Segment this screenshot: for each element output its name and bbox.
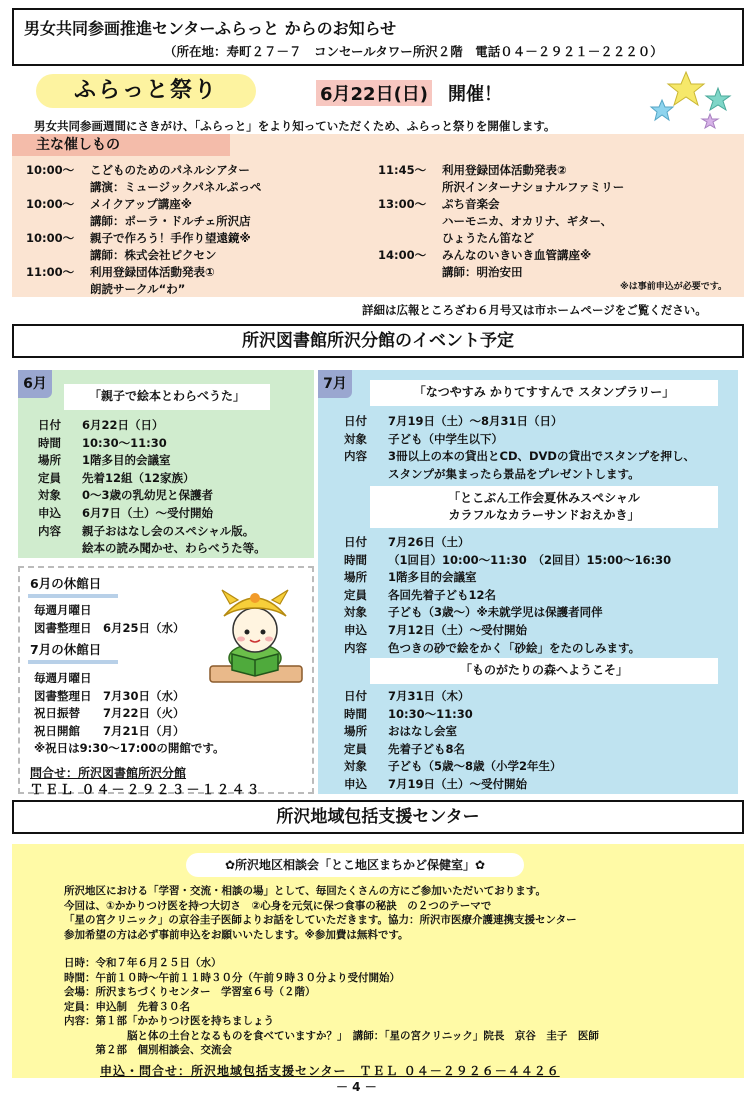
event-host: 講演：ミュージックパネルぷっぺ: [90, 180, 262, 194]
event-time: 10:00～: [26, 163, 75, 177]
header-title: 男女共同参画推進センターふらっと からのお知らせ: [24, 19, 397, 38]
info-row: 内容 親子おはなし会のスペシャル版。: [38, 523, 255, 538]
event-time: 14:00～: [378, 248, 427, 262]
month-tab-july: 7月: [318, 370, 352, 398]
info-row: 場所 1階多目的会議室: [344, 570, 477, 585]
festival-held: 開催！: [448, 84, 502, 105]
info-row: スタンプが集まったら景品をプレゼントします。: [388, 466, 640, 481]
support-details: 日時：令和７年６月２５日（水） 時間：午前１０時～午前１１時３０分（午前９時３０分より受付開始） 会場：所沢まちづくりセンター 学習室６号（２階） 定員：申込制 先着３０名 内容：第１部「かかりつけ医を持ちましょう 脳と体の土台となるものを食べていますか？」 講師：「星の宮クリニック」院長 京谷 圭子 医師 第２部 個別相談会、交流会: [64, 957, 599, 1056]
support-banner: ✿所沢地区相談会「とこ地区まちかど保健室」✿: [186, 853, 524, 877]
header-address: （所在地：寿町２７－７ コンセールタワー所沢２階 電話０４－２９２１－２２２０）: [164, 44, 663, 59]
mascot-reading-icon: [200, 586, 310, 686]
event-time: 10:00～: [26, 197, 75, 211]
info-row: 申込 7月12日（土）～受付開始: [344, 622, 528, 637]
events-note: ※は事前申込が必要です。: [620, 282, 728, 292]
info-row: 時間 10:30～11:30: [344, 706, 473, 721]
july-event-rows: [344, 534, 671, 657]
info-row: 内容 色つきの砂で絵をかく「砂絵」をたのしみます。: [344, 640, 641, 655]
event-name: ぷち音楽会: [442, 197, 500, 211]
info-row: 対象 子ども（5歳～8歳（小学2年生）: [344, 759, 562, 774]
festival-detail: 詳細は広報ところざわ６月号又は市ホームページをご覧ください。: [362, 303, 707, 317]
event-name: 利用登録団体活動発表②: [442, 163, 567, 177]
info-row: 時間 10:30～11:30: [38, 435, 167, 450]
event-time: 10:00～: [26, 231, 75, 245]
event-time: 13:00～: [378, 197, 427, 211]
july-event-title: 「なつやすみ かりてすすんで スタンプラリー」: [370, 380, 718, 406]
june-closed-lines: 毎週月曜日 図書整理日 6月25日（水）: [34, 603, 185, 635]
info-row: 申込 7月19日（土）～受付開始: [344, 776, 528, 791]
info-row: 内容 3冊以上の本の貸出とCD、DVDの貸出でスタンプを押し、: [344, 449, 695, 464]
library-june-panel: [18, 370, 314, 558]
event-name: 親子で作ろう！手作り望遠鏡※: [90, 231, 251, 245]
info-row: 日付 6月22日（日）: [38, 418, 164, 432]
info-row: 対象 0～3歳の乳幼児と保護者: [38, 488, 214, 503]
stars-icon: [648, 70, 738, 130]
event-name: メイクアップ講座※: [90, 197, 192, 211]
event-host: 講師：株式会社ピクセン: [90, 248, 217, 262]
info-row: 定員 各回先着子ども12名: [344, 587, 497, 602]
july-event-title: 「とこぶん工作会夏休みスペシャル カラフルなカラーサンドおえかき」: [370, 486, 718, 528]
event-host: 講師：明治安田: [442, 265, 523, 279]
event-host: 朗読サークル“わ”: [90, 282, 186, 296]
info-row: 定員 先着子ども8名: [344, 741, 466, 756]
june-closed-heading: 6月の休館日: [30, 576, 102, 591]
header-box: [12, 8, 744, 66]
info-row: 場所 おはなし会室: [344, 724, 457, 739]
info-row: 対象 子ども（3歳～）※未就学児は保護者同伴: [344, 605, 603, 620]
event-host: 講師：ポーラ・ドルチェ所沢店: [90, 214, 251, 228]
support-heading: 所沢地域包括支援センター: [12, 800, 744, 834]
info-row: 申込 6月7日（土）～受付開始: [38, 505, 214, 520]
event-time: 11:45～: [378, 163, 427, 177]
page-number: － 4 －: [336, 1080, 377, 1094]
month-tab-june: 6月: [18, 370, 52, 398]
heading-underline: [28, 660, 118, 664]
event-host: 所沢インターナショナルファミリー: [442, 180, 625, 194]
heading-underline: [28, 594, 118, 598]
event-time: 11:00～: [26, 265, 75, 279]
info-row: 絵本の読み聞かせ、わらべうた等。: [82, 541, 266, 556]
library-contact: 問合せ：所沢図書館所沢分館: [30, 766, 187, 780]
info-row: 日付 7月26日（土）: [344, 535, 470, 549]
event-name: みんなのいきいき血管講座※: [442, 248, 592, 262]
event-name: 利用登録団体活動発表①: [90, 265, 215, 279]
support-intro: 所沢地区における「学習・交流・相談の場」として、毎回たくさんの方にご参加いただいております。 今回は、①かかりつけ医を持つ大切さ ②心身を元気に保つ食事の秘訣 の２つのテーマで 「星の宮クリニック」の京谷圭子医師よりお話をしていただきます。協力：所沢市医療介護連携支援センター 参加希望の方は必ず事前申込をお願いいたします。※参加費は無料です。: [64, 885, 577, 941]
event-host: ひょうたん笛など: [442, 231, 534, 245]
july-closed-lines: 毎週月曜日 図書整理日 7月30日（水） 祝日振替 7月22日（火） 祝日開館 7月21日（月） ※祝日は9:30～17:00の開館です。: [34, 671, 225, 755]
july-event-rows: [344, 413, 695, 483]
june-event-title: 「親子で絵本とわらべうた」: [64, 384, 270, 410]
july-closed-heading: 7月の休館日: [30, 642, 102, 657]
festival-date: 6月22日(日): [316, 80, 432, 106]
info-row: 日付 7月19日（土）～8月31日（日）: [344, 414, 563, 428]
event-host: ハーモニカ、オカリナ、ギター、: [442, 214, 613, 228]
festival-intro: 男女共同参画週間にさきがけ、「ふらっと」をより知っていただくため、ふらっと祭りを開催します。: [34, 119, 556, 133]
event-name: こどものためのパネルシアター: [90, 163, 250, 177]
events-label: 主な催しもの: [12, 134, 230, 156]
info-row: 場所 1階多目的会議室: [38, 453, 171, 468]
library-heading: 所沢図書館所沢分館のイベント予定: [12, 324, 744, 358]
july-event-rows: [344, 688, 562, 794]
library-july-panel: [318, 370, 738, 794]
info-row: 対象 子ども（中学生以下）: [344, 431, 503, 446]
festival-title: ふらっと祭り: [73, 78, 218, 103]
info-row: 定員 先着12組（12家族）: [38, 470, 195, 485]
info-row: 時間 （1回目）10:00～11:30 （2回目）15:00～16:30: [344, 552, 672, 567]
july-event-title: 「ものがたりの森へようこそ」: [370, 658, 718, 684]
library-tel: ＴＥＬ ０４－２９２３－１２４３: [30, 783, 262, 798]
support-contact: 申込・問合せ：所沢地域包括支援センター ＴＥＬ ０４－２９２６－４４２６: [100, 1064, 560, 1078]
june-event-rows: [38, 417, 266, 558]
info-row: 日付 7月31日（木）: [344, 689, 470, 703]
